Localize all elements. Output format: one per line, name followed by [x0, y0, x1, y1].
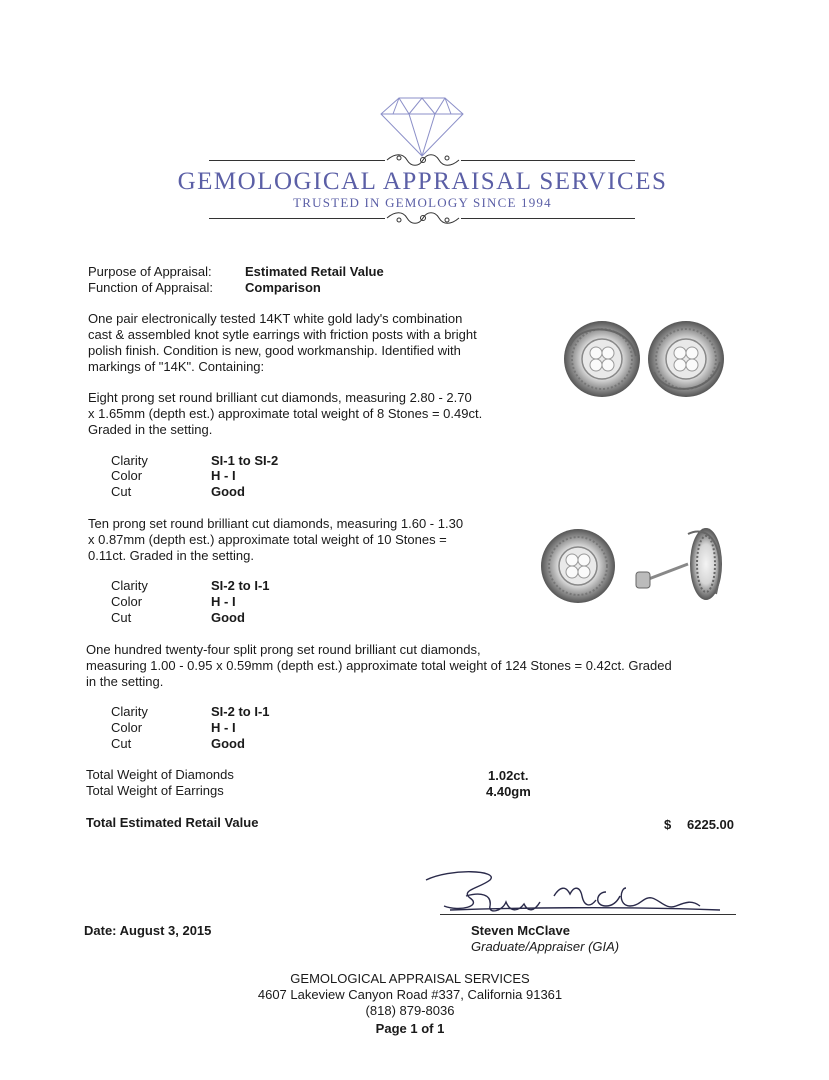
cut-value: Good — [211, 484, 245, 499]
cut-label: Cut — [111, 484, 132, 499]
diamond-logo-icon — [379, 96, 465, 158]
page-number: Page 1 of 1 — [375, 1021, 445, 1036]
appraiser-name: Steven McClave — [471, 923, 570, 938]
header-rule-top-right — [461, 160, 635, 161]
color-value: H - I — [211, 594, 236, 609]
cut-value: Good — [211, 736, 245, 751]
currency-symbol: $ — [664, 817, 672, 832]
cut-label: Cut — [111, 610, 132, 625]
stone-line: Graded in the setting. — [88, 422, 213, 437]
total-retail-label: Total Estimated Retail Value — [86, 815, 259, 830]
stone-line: x 1.65mm (depth est.) approximate total weight of 8 Stones = 0.49ct. — [88, 406, 483, 421]
stone-group-3-description — [86, 642, 672, 690]
purpose-label: Purpose of Appraisal: — [88, 264, 212, 279]
total-diamonds-label: Total Weight of Diamonds — [86, 767, 234, 782]
clarity-value: SI-1 to SI-2 — [211, 453, 279, 468]
color-label: Color — [111, 594, 143, 609]
flourish-icon — [383, 151, 463, 169]
stone-group-2-description — [88, 516, 463, 564]
appraisal-date: Date: August 3, 2015 — [84, 923, 212, 938]
total-earrings-label: Total Weight of Earrings — [86, 783, 224, 798]
description-line: polish finish. Condition is new, good workmanship. Identified with — [88, 343, 461, 358]
stone-line: in the setting. — [86, 674, 164, 689]
color-label: Color — [111, 720, 143, 735]
function-value: Comparison — [245, 280, 321, 295]
cut-label: Cut — [111, 736, 132, 751]
description-line: One pair electronically tested 14KT white gold lady's combination — [88, 311, 463, 326]
earrings-side-photo — [538, 524, 738, 608]
stone-line: Eight prong set round brilliant cut diamonds, measuring 2.80 - 2.70 — [88, 390, 472, 405]
stone-line: Ten prong set round brilliant cut diamonds, measuring 1.60 - 1.30 — [88, 516, 464, 531]
total-retail-value: 6225.00 — [687, 817, 734, 832]
color-label: Color — [111, 468, 143, 483]
company-tagline: TRUSTED IN GEMOLOGY SINCE 1994 — [293, 195, 552, 210]
appraiser-title: Graduate/Appraiser (GIA) — [471, 939, 620, 954]
stone-group-1-description — [88, 390, 482, 438]
description-line: markings of "14K". Containing: — [88, 359, 265, 374]
stone-line: measuring 1.00 - 0.95 x 0.59mm (depth est.) approximate total weight of 124 Stones = 0.42ct. Graded — [86, 658, 672, 673]
item-description — [88, 311, 477, 375]
function-label: Function of Appraisal: — [88, 280, 214, 295]
clarity-label: Clarity — [111, 453, 148, 468]
footer-address: 4607 Lakeview Canyon Road #337, California 91361 — [257, 987, 563, 1002]
footer-company: GEMOLOGICAL APPRAISAL SERVICES — [290, 971, 530, 986]
color-value: H - I — [211, 720, 236, 735]
description-line: cast & assembled knot sytle earrings with friction posts with a bright — [88, 327, 477, 342]
cut-value: Good — [211, 610, 245, 625]
total-earrings-value: 4.40gm — [486, 784, 531, 799]
total-diamonds-value: 1.02ct. — [488, 768, 529, 783]
flourish-icon — [383, 209, 463, 227]
stone-line: x 0.87mm (depth est.) approximate total weight of 10 Stones = — [88, 532, 447, 547]
color-value: H - I — [211, 468, 236, 483]
header-rule-bottom-left — [209, 218, 385, 219]
stone-line: One hundred twenty-four split prong set round brilliant cut diamonds, — [86, 642, 481, 657]
header-rule-bottom-right — [461, 218, 635, 219]
clarity-label: Clarity — [111, 578, 148, 593]
header-rule-top-left — [209, 160, 385, 161]
stone-line: 0.11ct. Graded in the setting. — [88, 548, 254, 563]
clarity-value: SI-2 to I-1 — [211, 578, 270, 593]
clarity-value: SI-2 to I-1 — [211, 704, 270, 719]
company-name: GEMOLOGICAL APPRAISAL SERVICES — [177, 168, 668, 195]
signature-line — [440, 914, 736, 915]
footer-phone: (818) 879-8036 — [365, 1003, 455, 1018]
clarity-label: Clarity — [111, 704, 148, 719]
purpose-value: Estimated Retail Value — [245, 264, 384, 279]
earrings-front-photo — [560, 316, 730, 402]
